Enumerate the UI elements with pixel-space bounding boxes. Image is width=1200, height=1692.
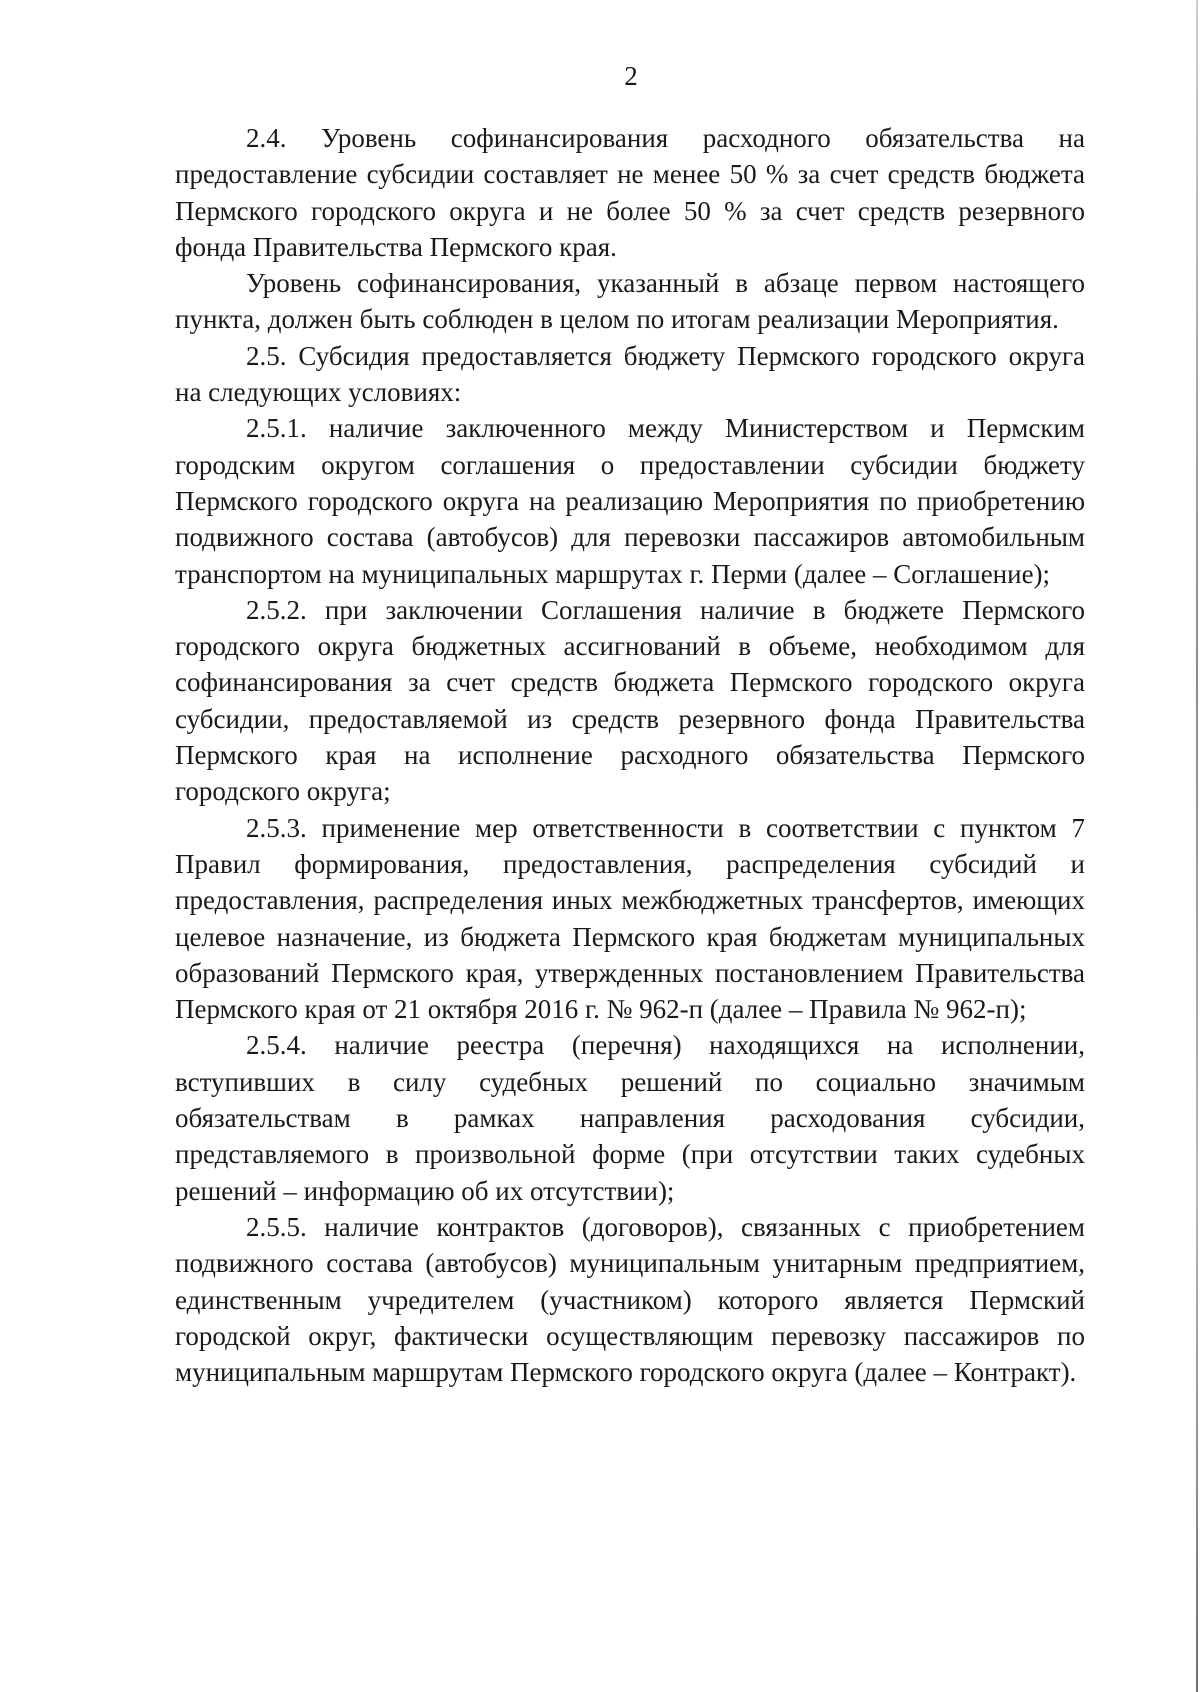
paragraph-2-4-abzac-2: Уровень софинансирования, указанный в абзаце первом настоящего пункта, должен быть соблюден в целом по итогам реализации Мероприятия. [175, 268, 1085, 335]
paragraph-2-5-2: 2.5.2. при заключении Соглашения наличие в бюджете Пермского городского округа бюджетных ассигнований в объеме, необходимом для софинансирования за счет средств бюджета Пермского городского округа субсидии, предоставляемой из средств резервного фонда Правительства Пермского края на исполнение расходного обязательства Пермского городского округа; [175, 594, 1085, 807]
paragraph-2-5-1: 2.5.1. наличие заключенного между Министерством и Пермским городским округом соглашения о предоставлении субсидии бюджету Пермского городского округа на реализацию Мероприятия по приобретению подвижного состава (автобусов) для перевозки пассажиров автомобильным транспортом на муниципальных маршрутах г. Перми (далее – Соглашение); [175, 413, 1085, 589]
paragraph-2-5: 2.5. Субсидия предоставляется бюджету Пермского городского округа на следующих условиях: [175, 340, 1085, 408]
paragraph-2-4: 2.4. Уровень софинансирования расходного обязательства на предоставление субсидии составляет не менее 50 % за счет средств бюджета Пермского городского округа и не более 50 % за счет средств резервного фонда Правительства Пермского края. [175, 123, 1085, 262]
paragraph-2-5-5: 2.5.5. наличие контрактов (договоров), связанных с приобретением подвижного состава (автобусов) муниципальным унитарным предприятием, единственным учредителем (участником) которого является Пермский городской округ, фактически осуществляющим перевозку пассажиров по муниципальным маршрутам Пермского городского округа (далее – Контракт). [175, 1211, 1085, 1388]
paragraph-2-5-3: 2.5.3. применение мер ответственности в соответствии с пунктом 7 Правил формирования, предоставления, распределения субсидий и предоставления, распределения иных межбюджетных трансфертов, имеющих целевое назначение, из бюджета Пермского края бюджетам муниципальных образований Пермского края, утвержденных постановлением Правительства Пермского края от 21 октября 2016 г. № 962-п (далее – Правила № 962-п); [175, 812, 1085, 1025]
document-body [175, 120, 1085, 1390]
paragraph-2-5-4: 2.5.4. наличие реестра (перечня) находящихся на исполнении, вступивших в силу судебных решений по социально значимым обязательствам в рамках направления расходования субсидии, представляемого в произвольной форме (при отсутствии таких судебных решений – информацию об их отсутствии); [175, 1030, 1085, 1206]
page-number: 2 [624, 61, 638, 91]
scan-edge-line [1196, 0, 1198, 1692]
